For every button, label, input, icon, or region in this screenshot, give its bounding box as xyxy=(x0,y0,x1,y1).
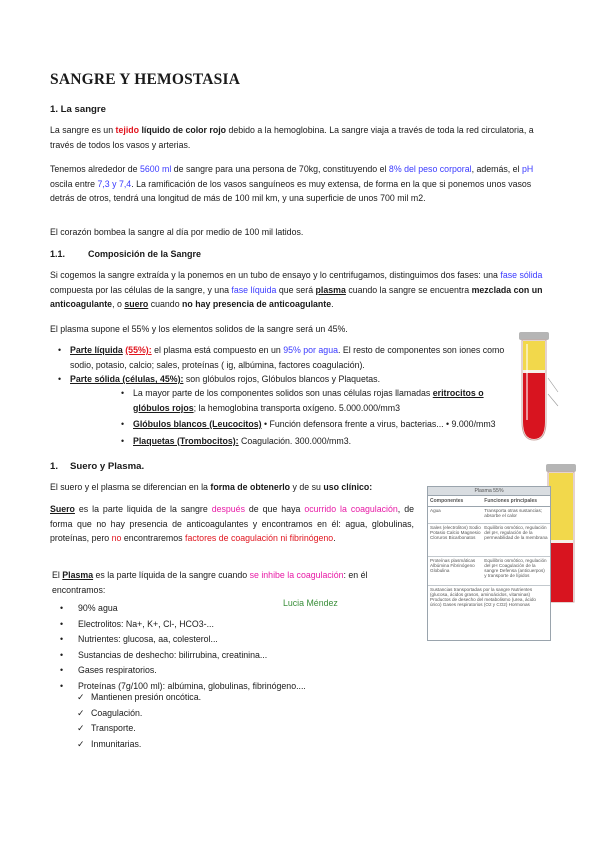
protein-functions-list xyxy=(77,690,377,752)
list-item: ✓ Mantienen presión oncótica. xyxy=(77,690,377,706)
list-item: • Electrolitos: Na+, K+, Cl-, HCO3-... xyxy=(60,617,420,633)
section-heading-la-sangre: 1. La sangre xyxy=(50,104,106,115)
list-item: • Sustancias de deshecho: bilirrubina, creatinina... xyxy=(60,648,420,664)
list-item: • Proteínas (7g/100 ml): albúmina, globulinas, fibrinógeno.... xyxy=(60,679,420,695)
list-item-parte-solida: • Parte sólida (células, 45%): son glóbulos rojos, Glóbulos blancos y Plaquetas. xyxy=(58,372,510,387)
table-row: Agua Transporta otras sustancias; absorbe el calor xyxy=(428,507,550,524)
table-column-headers xyxy=(428,496,550,507)
composition-list xyxy=(58,343,510,387)
column-header-componentes: Componentes xyxy=(430,498,464,504)
list-item-plaquetas: • Plaquetas (Trombocitos): Coagulación. 300.000/mm3. xyxy=(121,434,511,449)
paragraph-percentages: El plasma supone el 55% y los elementos solidos de la sangre será un 45%. xyxy=(50,324,348,334)
list-item: ✓ Inmunitarias. xyxy=(77,737,377,753)
column-header-funciones: Funciones principales xyxy=(484,498,538,504)
paragraph-intro: La sangre es un tejido líquido de color rojo debido a la hemoglobina. La sangre viaja a través de toda la red circulatoria, a través de todos los vasos y arterias. xyxy=(50,125,534,150)
list-item: • 90% agua xyxy=(60,601,420,617)
list-item: • Gases respiratorios. xyxy=(60,663,420,679)
paragraph-suero-plasma-intro: El suero y el plasma se diferencian en la forma de obtenerlo y de su uso clínico: xyxy=(50,482,373,492)
paragraph-suero: Suero es la parte liquida de la sangre después de que haya ocurrido la coagulación, de forma que no hay presencia de anticoagulantes y encontramos en él: agua, globulinas, proteínas, pero no encontraremos factores de coagulación ni fibrinógeno. xyxy=(50,504,414,543)
paragraph-centrifuge: Si cogemos la sangre extraída y la ponemos en un tubo de ensayo y lo centrifugamos, distinguimos dos fases: una fase sólida compuesta por las células de la sangre, y una fase líquida que será plasma cuando la sangre se encuentra mezclada con un anticoagulante, o suero cuando no hay presencia de anticoagulante. xyxy=(50,270,543,309)
plasma-components-list xyxy=(60,601,420,695)
section-heading-suero-plasma: 1. Suero y Plasma. xyxy=(50,461,145,472)
table-header: Plasma 55% xyxy=(428,487,550,496)
table-row: Sustancias transportadas por la sangre Nutrientes (glucosa, ácidos grasos, aminoácidos, vitaminas) Productos de desecho del metabolismo (urea, ácido úrico) Gases respiratorios (O2 y CO2) Hormonas xyxy=(430,587,536,607)
subsection-heading-composicion: 1.1. Composición de la Sangre xyxy=(50,249,202,259)
list-item: ✓ Coagulación. xyxy=(77,706,377,722)
list-item: • Nutrientes: glucosa, aa, colesterol... xyxy=(60,632,420,648)
plasma-components-table xyxy=(427,486,551,641)
list-item: ✓ Transporte. xyxy=(77,721,377,737)
list-item-globulos-rojos: • La mayor parte de los componentes solidos son unas células rojas llamadas eritrocitos o glóbulos rojos; la hemoglobina transporta oxígeno. 5.000.000/mm3 xyxy=(121,386,511,415)
author-name: Lucia Méndez xyxy=(283,598,338,608)
paragraph-heart: El corazón bombea la sangre al día por medio de 100 mil latidos. xyxy=(50,227,304,237)
page-title: SANGRE Y HEMOSTASIA xyxy=(50,71,241,88)
list-item-globulos-blancos: • Glóbulos blancos (Leucocitos) • Función defensora frente a virus, bacterias... • 9.000/mm3 xyxy=(121,417,511,432)
test-tube-illustration xyxy=(510,330,560,445)
paragraph-volume: Tenemos alrededor de 5600 ml de sangre para una persona de 70kg, constituyendo el 8% del peso corporal, además, el pH oscila entre 7,3 y 7,4. La ramificación de los vasos sanguíneos es muy extensa, de forma en la que si ponemos unos vasos detrás de otros, tendrá una longitud de más de 100 mil km, y una superficie de unos 700 mil m2. xyxy=(50,164,534,203)
paragraph-plasma: El Plasma es la parte líquida de la sangre cuando se inhibe la coagulación: en él encontramos: xyxy=(52,570,368,595)
list-item-parte-liquida: • Parte líquida (55%): el plasma está compuesto en un 95% por agua. El resto de componentes son iones como sodio, potasio, calcio; sales, proteínas ( ig, albúmina, factores coagulación). xyxy=(58,343,510,372)
suero-term: Suero xyxy=(50,504,75,514)
cells-sublist xyxy=(121,386,511,448)
table-row: Sales (electrolitos) Sodio Potasio Calcio Magnesio Cloruros Bicarbonatos Equilibrio osmótico, regulación del pH, regulación de la permeabilidad de la membrana xyxy=(428,524,550,557)
table-row: Proteínas plasmáticas Albúmina Fibrinógeno Globulina Equilibrio osmótico, regulación del pH Coagulación de la sangre Defensa (anticuerpos) y transporte de lípidos xyxy=(428,557,550,586)
